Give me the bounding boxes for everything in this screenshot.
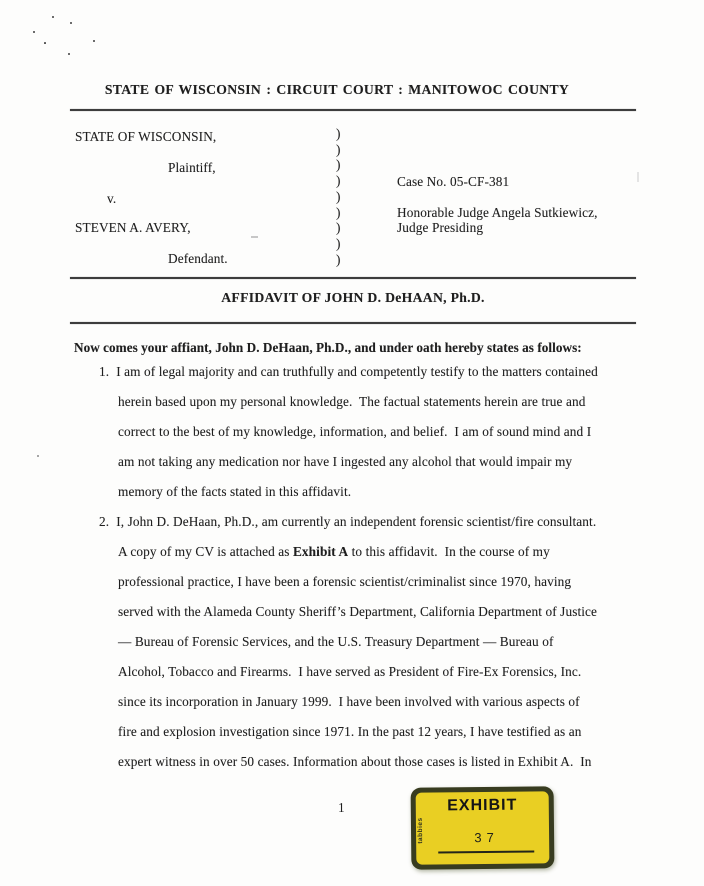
- document-title: AFFIDAVIT OF JOHN D. DeHAAN, Ph.D.: [221, 290, 485, 305]
- affidavit-body: [99, 364, 659, 784]
- divider-rule: [70, 277, 636, 279]
- paren-glyph: ): [336, 157, 341, 173]
- body-line: [99, 724, 659, 754]
- exhibit-number-underline: [438, 850, 534, 853]
- body-line: [99, 664, 659, 694]
- paragraph-number: 2.: [99, 514, 110, 529]
- body-line: [99, 514, 659, 544]
- scan-artifact: [251, 236, 258, 238]
- scan-artifact: [37, 455, 39, 457]
- body-line: [99, 634, 659, 664]
- paren-glyph: ): [336, 204, 341, 220]
- exhibit-sticker-label: EXHIBIT: [447, 796, 518, 815]
- judge-presiding-line: Judge Presiding: [397, 220, 484, 235]
- caption-paren-column: [336, 126, 340, 267]
- body-line-text: I, John D. DeHaan, Ph.D., am currently an independent forensic scientist/fire consultant.: [116, 514, 597, 529]
- paren-glyph: ): [336, 141, 341, 157]
- divider-rule: [70, 109, 636, 111]
- body-line: [99, 424, 659, 454]
- body-line-text: expert witness in over 50 cases. Information about those cases is listed in Exhibit A. In: [118, 754, 592, 769]
- scan-artifact: [52, 16, 54, 18]
- body-line-text: professional practice, I have been a forensic scientist/criminalist since 1970, having: [118, 574, 572, 589]
- versus-label: v.: [107, 191, 117, 206]
- body-line: [99, 544, 659, 574]
- body-line: [99, 394, 659, 424]
- body-line: [99, 484, 659, 514]
- paren-glyph: ): [336, 188, 341, 204]
- body-line: [99, 574, 659, 604]
- plaintiff-name: STATE OF WISCONSIN,: [75, 129, 217, 144]
- scan-artifact: [637, 172, 639, 182]
- defendant-name: STEVEN A. AVERY,: [75, 220, 191, 235]
- scan-artifact: [70, 22, 72, 24]
- exhibit-sticker-face: [416, 791, 550, 864]
- body-line-text: since its incorporation in January 1999. I have been involved with various aspects of: [118, 694, 580, 709]
- scan-artifact: [68, 53, 70, 55]
- body-line: [99, 604, 659, 634]
- body-line-text: Alcohol, Tobacco and Firearms. I have served as President of Fire-Ex Forensics, Inc.: [118, 664, 582, 679]
- body-line: [99, 454, 659, 484]
- page-number: 1: [338, 800, 345, 815]
- plaintiff-role: Plaintiff,: [168, 160, 216, 175]
- body-line: [99, 364, 659, 394]
- exhibit-number: 37: [474, 829, 499, 846]
- body-line: [99, 754, 659, 784]
- judge-name-line: Honorable Judge Angela Sutkiewicz,: [397, 205, 598, 220]
- scan-artifact: [33, 31, 35, 33]
- exhibit-sticker-brand: tabbies: [416, 817, 425, 844]
- defendant-role: Defendant.: [168, 251, 228, 266]
- body-line-text: to this affidavit. In the course of my: [348, 544, 550, 559]
- body-line-text: herein based upon my personal knowledge. The factual statements herein are true and: [118, 394, 586, 409]
- body-line-text: A copy of my CV is attached as: [118, 544, 293, 559]
- case-number: Case No. 05-CF-381: [397, 174, 510, 189]
- body-line-text: I am of legal majority and can truthfully and competently testify to the matters contained: [116, 364, 598, 379]
- divider-rule: [70, 322, 636, 324]
- paren-glyph: ): [336, 220, 341, 236]
- exhibit-sticker: [411, 786, 555, 869]
- scan-artifact: [44, 42, 46, 44]
- affiant-opening-statement: Now comes your affiant, John D. DeHaan, Ph.D., and under oath hereby states as follows:: [74, 340, 582, 355]
- body-line: [99, 694, 659, 724]
- body-line-text: — Bureau of Forensic Services, and the U.S. Treasury Department — Bureau of: [118, 634, 554, 649]
- paragraph-number: 1.: [99, 364, 110, 379]
- court-header: STATE OF WISCONSIN : CIRCUIT COURT : MANITOWOC COUNTY: [104, 82, 570, 97]
- body-line-text: am not taking any medication nor have I ingested any alcohol that would impair my: [118, 454, 573, 469]
- scan-artifact: [93, 40, 95, 42]
- paren-glyph: ): [336, 235, 341, 251]
- body-line-text: served with the Alameda County Sheriff’s Department, California Department of Justice: [118, 604, 598, 619]
- body-line-text: fire and explosion investigation since 1971. In the past 12 years, I have testified as an: [118, 724, 582, 739]
- body-line-text: memory of the facts stated in this affidavit.: [118, 484, 352, 499]
- exhibit-a-reference: Exhibit A: [292, 544, 349, 559]
- paren-glyph: ): [336, 173, 341, 189]
- paren-glyph: ): [336, 126, 341, 141]
- body-line-text: correct to the best of my knowledge, information, and belief. I am of sound mind and I: [118, 424, 592, 439]
- paren-glyph: ): [336, 251, 341, 267]
